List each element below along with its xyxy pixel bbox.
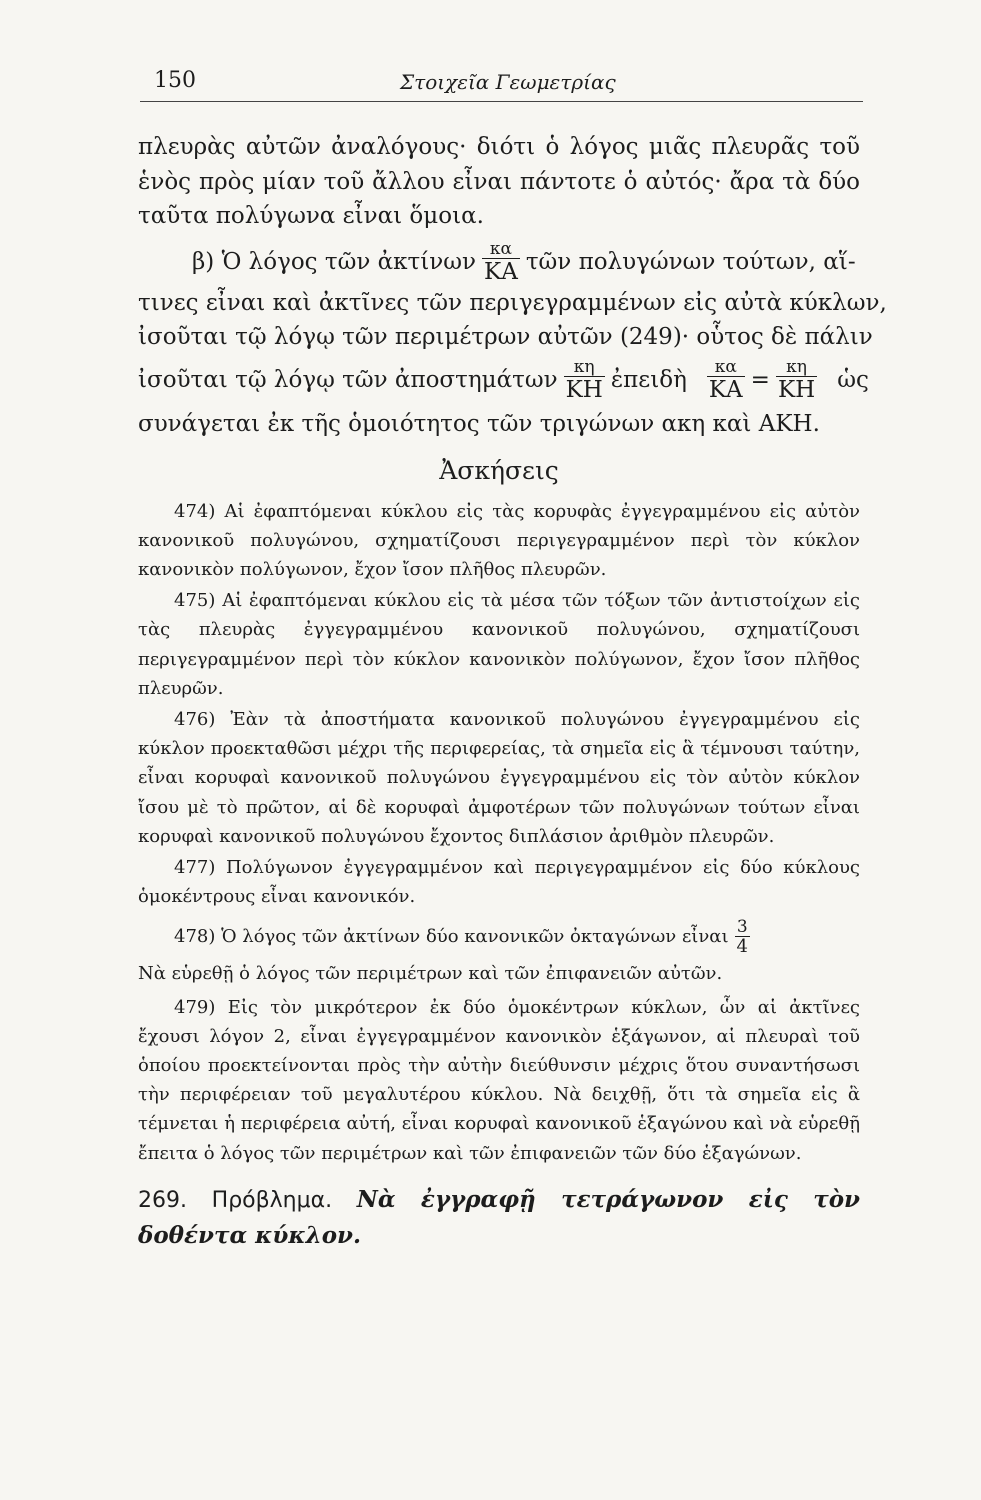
exercise-477: 477) Πολύγωνον ἐγγεγραμμένον καὶ περιγεγραμμένον εἰς δύο κύκλους ὁμοκέντρους εἶναι κανονικόν. <box>138 856 860 908</box>
problem-label: Πρόβλημα. <box>211 1187 333 1213</box>
exercise-478-tail: Νὰ εὑρεθῇ ὁ λόγος τῶν περιμέτρων καὶ τῶν ἐπιφανειῶν αὐτῶν. <box>138 963 723 985</box>
exercise-479: 479) Εἰς τὸν μικρότερον ἐκ δύο ὁμοκέντρων κύκλων, ὧν αἱ ἀκτῖνες ἔχουσι λόγον 2, εἶναι ἐγγεγραμμένον κανονικὸν ἑξάγωνον, αἱ πλευραὶ τοῦ ὁποίου προεκτείνονται πρὸς τὴν αὐτὴν διεύθυνσιν μέχρις ὅτου συναντήσωσι τὴν περιφέρειαν τοῦ μεγαλυτέρου κύκλου. Νὰ δειχθῇ, ὅτι τὰ σημεῖα εἰς ἃ τέμνεται ἡ περιφέρεια αὐτή, εἶναι κορυφαὶ κανονικοῦ ἑξαγώνου καὶ νὰ εὑρεθῇ ἔπειτα ὁ λόγος τῶν περιμέτρων καὶ τῶν ἐπιφανειῶν τῶν δύο ἑξαγώνων. <box>138 996 860 1164</box>
exercise-474: 474) Αἱ ἐφαπτόμεναι κύκλου εἰς τὰς κορυφὰς ἐγγεγραμμένου εἰς αὐτὸν κανονικοῦ πολυγώνου, σχηματίζουσι περιγεγραμμένον περὶ τὸν κύκλον κανονικὸν πολύγωνον, ἔχον ἴσον πλῆθος πλευρῶν. <box>138 500 860 580</box>
para-b-line-2: τινες εἶναι καὶ ἀκτῖνες τῶν περιγεγραμμένων εἰς αὐτὰ κύκλων, <box>138 289 887 316</box>
para-b-line-5: συνάγεται ἐκ τῆς ὁμοιότητος τῶν τριγώνων ακη καὶ ΑΚΗ. <box>138 410 820 437</box>
fraction-ka-KA-2: $\frac{\kappa\alpha}{KA}$ <box>708 357 743 403</box>
para-b-line-4: ἰσοῦται τῷ λόγῳ τῶν ἀποστημάτων $\frac{\kappa\eta}{KH}$ ἐπειδὴ $\frac{\kappa\alpha}{KA}$ = $\frac{\kappa\eta}{KH}$ ὡς <box>138 357 869 403</box>
exercises-list <box>138 497 860 1168</box>
page-body <box>138 130 887 1254</box>
exercise-475: 475) Αἱ ἐφαπτόμεναι κύκλου εἰς τὰ μέσα τῶν τόξων τῶν ἀντιστοίχων εἰς τὰς πλευρὰς ἐγγεγραμμένου κανονικοῦ πολυγώνου, σχηματίζουσι περιγεγραμμένον περὶ τὸν κύκλον κανονικὸν πολύγωνον, ἔχον ἴσον πλῆθος πλευρῶν. <box>138 590 860 699</box>
running-title: Στοιχεῖα Γεωμετρίας <box>400 70 616 94</box>
fraction-ka-KA: $\frac{\kappa\alpha}{KA}$ <box>484 239 518 285</box>
fraction-kh-KH-2: $\frac{\kappa\eta}{KH}$ <box>777 357 816 403</box>
exercise-478: 478) Ὁ λόγος τῶν ἀκτίνων δύο κανονικῶν ὀκταγώνων εἶναι $\frac{3}{4}$ Νὰ εὑρεθῇ ὁ λόγος τῶν περιμέτρων καὶ τῶν ἐπιφανειῶν αὐτῶν. <box>138 917 860 988</box>
header-rule <box>140 101 863 102</box>
problem-269 <box>138 1182 860 1254</box>
paragraph-a: πλευρὰς αὐτῶν ἀναλόγους· διότι ὁ λόγος μιᾶς πλευρᾶς τοῦ ἑνὸς πρὸς μίαν τοῦ ἄλλου εἶναι πάντοτε ὁ αὐτός· ἄρα τὰ δύο ταῦτα πολύγωνα εἶναι ὅμοια. <box>138 134 860 229</box>
problem-text: Νὰ ἐγγραφῇ τετράγωνον εἰς τὸν δοθέντα κύκλον. <box>138 1185 861 1249</box>
fraction-kh-KH: $\frac{\kappa\eta}{KH}$ <box>565 357 603 403</box>
page-header <box>140 68 861 98</box>
fraction-3-4: $\frac{3}{4}$ <box>736 916 748 957</box>
paragraph-b <box>138 239 887 442</box>
para-b-line-1: β) Ὁ λόγος τῶν ἀκτίνων $\frac{\kappa\alpha}{KA}$ τῶν πολυγώνων τούτων, αἵ- <box>192 239 856 285</box>
page-number: 150 <box>154 68 196 93</box>
exercise-476: 476) Ἐὰν τὰ ἀποστήματα κανονικοῦ πολυγώνου ἐγγεγραμμένου εἰς κύκλον προεκταθῶσι μέχρι τῆς περιφερείας, τὰ σημεῖα εἰς ἃ τέμνουσι ταύτην, εἶναι κορυφαὶ κανονικοῦ πολυγώνου ἐγγεγραμμένου εἰς τὸν αὐτὸν κύκλον ἴσου μὲ τὸ πρῶτον, αἱ δὲ κορυφαὶ ἀμφοτέρων τῶν πολυγώνων τούτων εἶναι κορυφαὶ κανονικοῦ πολυγώνου ἔχοντος διπλάσιον ἀριθμὸν πλευρῶν. <box>138 708 860 847</box>
problem-number: 269. <box>138 1187 187 1213</box>
section-title: Ἀσκήσεις <box>439 455 559 485</box>
para-b-line-3: ἰσοῦται τῷ λόγῳ τῶν περιμέτρων αὐτῶν (249)· οὗτος δὲ πάλιν <box>138 323 873 350</box>
